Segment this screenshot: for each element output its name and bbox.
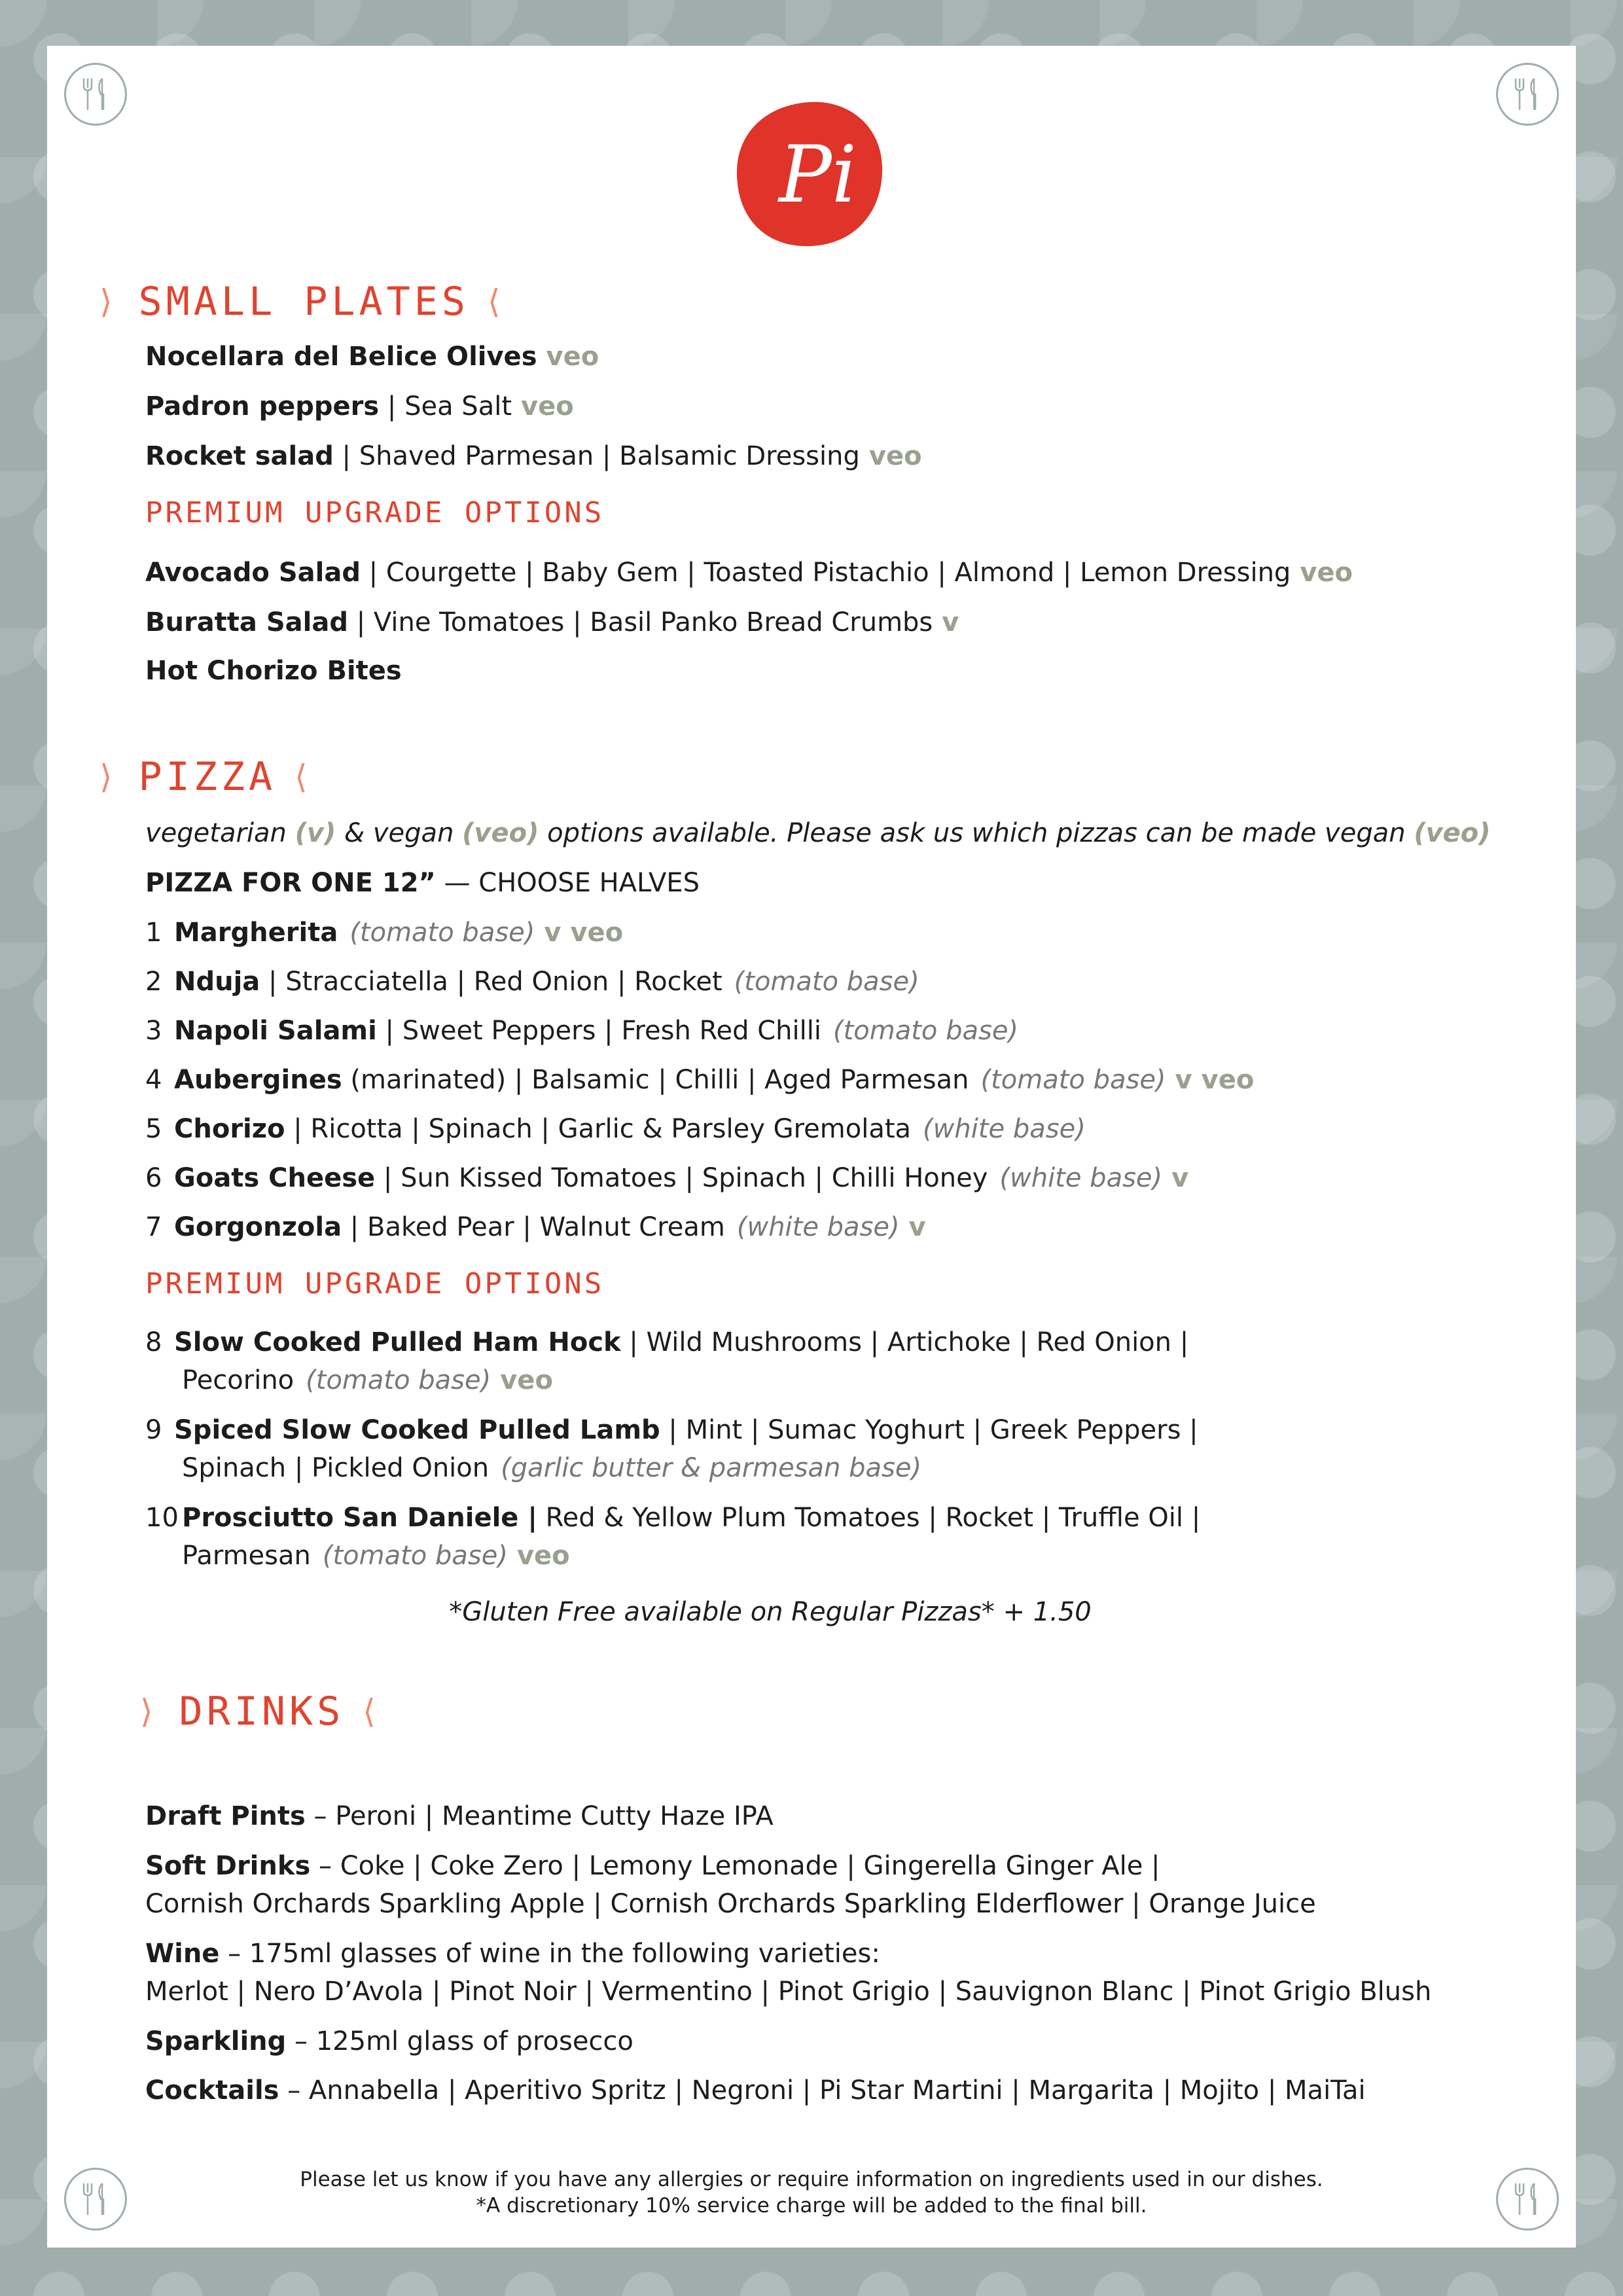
cutlery-icon	[64, 63, 127, 126]
drinks-item: Wine – 175ml glasses of wine in the following varieties:	[145, 1939, 880, 1969]
pizza-item: 3 Napoli Salami | Sweet Peppers | Fresh Red Chilli (tomato base)	[145, 1016, 1019, 1046]
section-title-small-plates: ⟩ SMALL PLATES ⟨	[99, 279, 505, 325]
chevron-left-icon: ⟨	[488, 283, 505, 321]
footer-notes	[47, 2166, 1576, 2219]
chevron-right-icon: ⟩	[140, 1693, 157, 1731]
cutlery-icon	[1496, 63, 1559, 126]
pizza-item: 10 Prosciutto San Daniele | Red & Yellow Plum Tomatoes | Rocket | Truffle Oil |	[145, 1503, 1201, 1533]
menu-item: Nocellara del Belice Olives veo	[145, 342, 599, 372]
pizza-item: 6 Goats Cheese | Sun Kissed Tomatoes | Spinach | Chilli Honey (white base) v	[145, 1163, 1189, 1193]
section-title-drinks: ⟩ DRINKS ⟨	[140, 1689, 380, 1734]
subsection-title-premium: PREMIUM UPGRADE OPTIONS	[145, 496, 605, 529]
pizza-item: 2 Nduja | Stracciatella | Red Onion | Rocket (tomato base)	[145, 967, 919, 997]
service-charge-note: *A discretionary 10% service charge will be added to the final bill.	[476, 2194, 1147, 2217]
drinks-item: Soft Drinks – Coke | Coke Zero | Lemony Lemonade | Gingerella Ginger Ale |	[145, 1851, 1160, 1881]
drinks-item: Cocktails – Annabella | Aperitivo Spritz | Negroni | Pi Star Martini | Margarita | Mojito | MaiTai	[145, 2075, 1366, 2106]
allergy-note: Please let us know if you have any allergies or require information on ingredients used in our dishes.	[300, 2168, 1323, 2191]
pizza-item-continued: Spinach | Pickled Onion (garlic butter & parmesan base)	[182, 1453, 922, 1483]
drinks-item: Sparkling – 125ml glass of prosecco	[145, 2026, 633, 2056]
menu-item: Padron peppers | Sea Salt veo	[145, 391, 574, 422]
pizza-dietary-note: vegetarian (v) & vegan (veo) options available. Please ask us which pizzas can be made vegan (veo)	[145, 818, 1491, 848]
svg-text:Pi: Pi	[779, 130, 857, 221]
pizza-item: 7 Gorgonzola | Baked Pear | Walnut Cream (white base) v	[145, 1212, 926, 1242]
pizza-item: 4 Aubergines (marinated) | Balsamic | Chilli | Aged Parmesan (tomato base) v veo	[145, 1065, 1255, 1095]
pizza-item: 1 Margherita (tomato base) v veo	[145, 918, 624, 948]
menu-item: Rocket salad | Shaved Parmesan | Balsamic Dressing veo	[145, 441, 922, 471]
menu-item: Buratta Salad | Vine Tomatoes | Basil Panko Bread Crumbs v	[145, 607, 959, 637]
drinks-item-continued: Merlot | Nero D’Avola | Pinot Noir | Vermentino | Pinot Grigio | Sauvignon Blanc | Pinot Grigio Blush	[145, 1977, 1432, 2007]
pizza-item-continued: Pecorino (tomato base) veo	[182, 1365, 553, 1395]
pi-logo	[734, 98, 885, 249]
section-title-pizza: ⟩ PIZZA ⟨	[99, 754, 312, 800]
drinks-item-continued: Cornish Orchards Sparkling Apple | Cornish Orchards Sparkling Elderflower | Orange Juice	[145, 1889, 1316, 1919]
chevron-left-icon: ⟨	[363, 1693, 380, 1731]
menu-item: Avocado Salad | Courgette | Baby Gem | Toasted Pistachio | Almond | Lemon Dressing veo	[145, 558, 1353, 588]
pizza-for-one: PIZZA FOR ONE 12” — CHOOSE HALVES	[145, 868, 700, 898]
chevron-right-icon: ⟩	[99, 758, 116, 796]
chevron-right-icon: ⟩	[99, 283, 116, 321]
subsection-title-premium: PREMIUM UPGRADE OPTIONS	[145, 1267, 605, 1300]
pizza-item: 8 Slow Cooked Pulled Ham Hock | Wild Mushrooms | Artichoke | Red Onion |	[145, 1327, 1189, 1357]
pizza-item-continued: Parmesan (tomato base) veo	[182, 1541, 570, 1571]
chevron-left-icon: ⟨	[294, 758, 312, 796]
menu-item: Hot Chorizo Bites	[145, 656, 402, 686]
drinks-item: Draft Pints – Peroni | Meantime Cutty Haze IPA	[145, 1801, 774, 1831]
gluten-free-note: *Gluten Free available on Regular Pizzas* + 1.50	[449, 1597, 1092, 1627]
menu-sheet	[47, 46, 1576, 2248]
pizza-item: 5 Chorizo | Ricotta | Spinach | Garlic & Parsley Gremolata (white base)	[145, 1114, 1086, 1144]
pizza-item: 9 Spiced Slow Cooked Pulled Lamb | Mint | Sumac Yoghurt | Greek Peppers |	[145, 1415, 1198, 1445]
